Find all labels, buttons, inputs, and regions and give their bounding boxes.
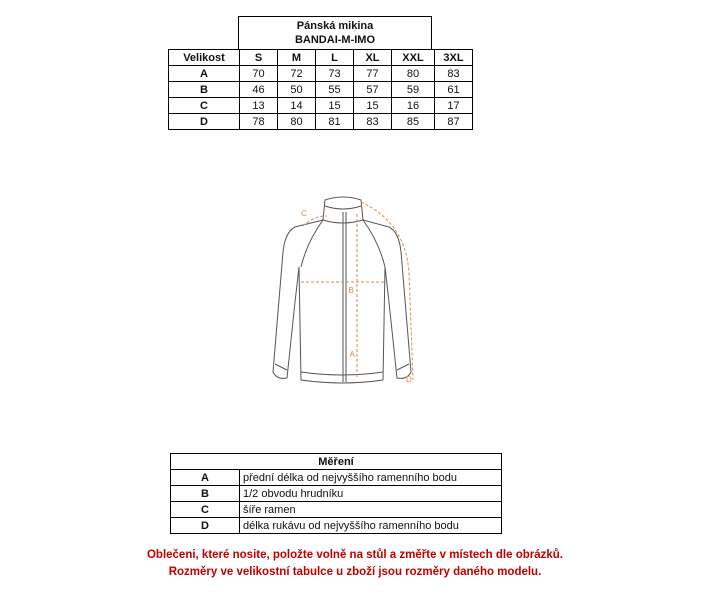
legend-description: 1/2 obvodu hrudníku (240, 486, 502, 502)
diagram-label-a: A (349, 350, 355, 359)
product-title: Pánská mikina (296, 20, 374, 32)
legend-title: Měření (171, 454, 502, 470)
diagram-label-c: C (301, 209, 307, 218)
size-cell: 70 (240, 66, 278, 82)
diagram-label-d: D (406, 375, 412, 384)
jacket-outline (273, 197, 411, 383)
size-col-header: S (240, 50, 278, 66)
measurement-legend-table (170, 453, 502, 534)
size-cell: 61 (435, 82, 473, 98)
size-cell: 13 (240, 98, 278, 114)
size-cell: 83 (435, 66, 473, 82)
legend-key: D (171, 518, 240, 534)
legend-row (171, 486, 502, 502)
size-cell: 77 (354, 66, 392, 82)
size-table-header (238, 16, 432, 49)
size-row-label: B (169, 82, 240, 98)
legend-header-row (171, 454, 502, 470)
size-row-label: A (169, 66, 240, 82)
legend-description: přední délka od nejvyššího ramenního bodu (240, 470, 502, 486)
size-row-label: D (169, 114, 240, 130)
model-dimensions-note: Rozměry ve velikostní tabulce u zboží jsou rozměry daného modelu. (168, 566, 542, 578)
size-cell: 17 (435, 98, 473, 114)
size-table (168, 49, 473, 130)
size-cell: 14 (278, 98, 316, 114)
size-cell: 80 (278, 114, 316, 130)
size-cell: 57 (354, 82, 392, 98)
legend-row (171, 470, 502, 486)
size-cell: 50 (278, 82, 316, 98)
size-row-a (169, 66, 473, 82)
legend-key: A (171, 470, 240, 486)
size-col-header: L (316, 50, 354, 66)
legend-row (171, 502, 502, 518)
measure-lines (301, 202, 413, 380)
size-header-label: Velikost (169, 50, 240, 66)
size-cell: 72 (278, 66, 316, 82)
size-cell: 15 (354, 98, 392, 114)
jacket-measurement-diagram (255, 192, 425, 397)
legend-row (171, 518, 502, 534)
size-cell: 15 (316, 98, 354, 114)
size-cell: 16 (392, 98, 435, 114)
size-cell: 78 (240, 114, 278, 130)
product-model: BANDAI-M-IMO (294, 34, 376, 46)
size-cell: 59 (392, 82, 435, 98)
size-row-b (169, 82, 473, 98)
size-cell: 80 (392, 66, 435, 82)
diagram-label-b: B (348, 286, 354, 295)
legend-description: šíře ramen (240, 502, 502, 518)
size-cell: 46 (240, 82, 278, 98)
size-cell: 55 (316, 82, 354, 98)
legend-key: C (171, 502, 240, 518)
size-cell: 73 (316, 66, 354, 82)
size-row-d (169, 114, 473, 130)
legend-description: délka rukávu od nejvyššího ramenního bodu (240, 518, 502, 534)
size-row-c (169, 98, 473, 114)
size-col-header: XXL (392, 50, 435, 66)
size-col-header: XL (354, 50, 392, 66)
size-header-row (169, 50, 473, 66)
size-cell: 83 (354, 114, 392, 130)
size-col-header: M (278, 50, 316, 66)
size-cell: 85 (392, 114, 435, 130)
size-col-header: 3XL (435, 50, 473, 66)
measuring-instruction-note: Oblečeni, které nosite, položte volně na stůl a změřte v místech dle obrázků. (146, 549, 564, 561)
size-row-label: C (169, 98, 240, 114)
size-cell: 87 (435, 114, 473, 130)
legend-key: B (171, 486, 240, 502)
size-cell: 81 (316, 114, 354, 130)
